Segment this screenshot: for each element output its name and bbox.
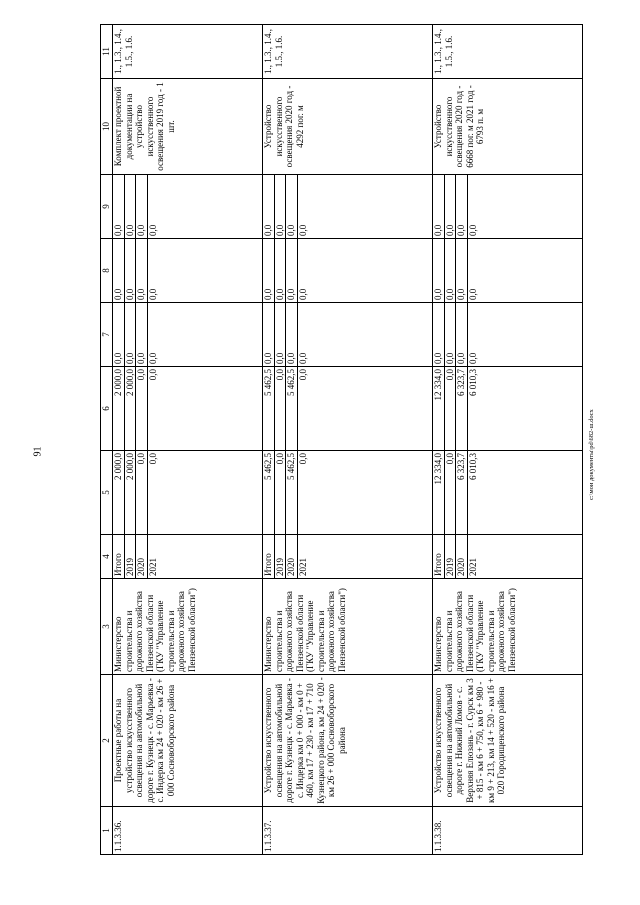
page-number: 91 (32, 446, 44, 457)
year-cell-value: 2021 (147, 558, 158, 576)
year-cell-value: 2021 (297, 558, 308, 576)
federal-budget-cell-value: 0,0 (275, 303, 287, 366)
total-funding-cell-value: 6 323,7 (456, 451, 468, 534)
header-cell: 4 (101, 535, 113, 579)
local-budget-cell-value: 0,0 (433, 239, 445, 302)
rotated-table-container (100, 25, 578, 855)
regional-budget-cell (263, 367, 433, 451)
local-budget-cell-value: 0,0 (113, 239, 125, 302)
other-sources-cell-value: 0,0 (297, 224, 308, 236)
year-cell (113, 535, 263, 579)
expected-result: Устройство искусственного освещения 2020 год - 6668 пог. м 2021 год - 6793 п. м (433, 79, 583, 175)
executor: Министерство строительства и дорожного хозяйства Пензенской области (ГКУ "Управление строительства и дорожного хозяйства Пензенской области") (263, 579, 433, 675)
other-sources-cell-value: 0,0 (136, 175, 148, 238)
total-funding-cell-value: 5 462,5 (286, 451, 298, 534)
total-funding-cell-value: 2 000,0 (113, 451, 125, 534)
federal-budget-cell-value: 0,0 (113, 303, 125, 366)
year-cell (263, 535, 433, 579)
year-cell-value: 2019 (275, 535, 287, 578)
activity-name: Устройство искусственного освещения на автомобильной дороге г. Кузнецк - с. Марьевка - с. Индерка км 0 + 000 - км 0 + 460, км 17 + 230 - км 17 + 710 Кузнецкого района, км 24 + 020 - км 26 + 000 Сосновоборского района (263, 675, 433, 807)
row-number: 1.1.3.36. (113, 807, 263, 855)
regional-budget-cell-value: 5 462,5 (263, 367, 275, 450)
year-cell-value: 2019 (125, 535, 137, 578)
total-funding-cell (263, 451, 433, 535)
regional-budget-cell-value: 0,0 (147, 369, 158, 381)
local-budget-cell-value: 0,0 (263, 239, 275, 302)
table-row (433, 25, 583, 855)
expected-result: Устройство искусственного освещения 2020 год - 4292 пог. м (263, 79, 433, 175)
federal-budget-cell-value: 0,0 (297, 352, 308, 364)
table-row (113, 25, 263, 855)
federal-budget-cell-value: 0,0 (467, 352, 478, 364)
other-sources-cell-value: 0,0 (275, 175, 287, 238)
header-cell: 2 (101, 675, 113, 807)
federal-budget-cell-value: 0,0 (456, 303, 468, 366)
year-cell-value: 2020 (456, 535, 468, 578)
local-budget-cell-value: 0,0 (136, 239, 148, 302)
header-cell: 6 (101, 367, 113, 451)
other-sources-cell-value: 0,0 (445, 175, 457, 238)
regional-budget-cell-value: 0,0 (136, 367, 148, 450)
local-budget-cell (113, 239, 263, 303)
other-sources-cell (433, 175, 583, 239)
indicator-refs: 1., 1.3., 1.4., 1.5., 1.6. (433, 25, 583, 79)
total-funding-cell (433, 451, 583, 535)
total-funding-cell-value: 0,0 (136, 451, 148, 534)
local-budget-cell-value: 0,0 (147, 288, 158, 300)
header-cell: 11 (101, 25, 113, 79)
total-funding-cell-value: 6 010,3 (467, 453, 478, 480)
other-sources-cell-value: 0,0 (286, 175, 298, 238)
row-number: 1.1.3.38. (433, 807, 583, 855)
total-funding-cell (113, 451, 263, 535)
other-sources-cell-value: 0,0 (263, 175, 275, 238)
local-budget-cell-value: 0,0 (456, 239, 468, 302)
header-row (101, 25, 113, 855)
year-cell-value: Итого (113, 535, 125, 578)
indicator-refs: 1., 1.3., 1.4., 1.5., 1.6. (263, 25, 433, 79)
year-cell-value: 2020 (136, 535, 148, 578)
local-budget-cell-value: 0,0 (125, 239, 137, 302)
local-budget-cell-value: 0,0 (286, 239, 298, 302)
row-number: 1.1.3.37. (263, 807, 433, 855)
header-cell: 10 (101, 79, 113, 175)
other-sources-cell-value: 0,0 (467, 224, 478, 236)
total-funding-cell-value: 0,0 (445, 451, 457, 534)
total-funding-cell-value: 5 462,5 (263, 451, 275, 534)
regional-budget-cell-value: 6 010,3 (467, 369, 478, 396)
table-row (263, 25, 433, 855)
federal-budget-cell (433, 303, 583, 367)
year-cell-value: 2019 (445, 535, 457, 578)
regional-budget-cell (433, 367, 583, 451)
regional-budget-cell (113, 367, 263, 451)
activity-name: Устройство искусственного освещения на автомобильной дороге г. Нижний Ломов - с. Верхняя Елюзань - г. Сурск км 3 + 815 - км 6 + 750, км 6 + 980 - км 9 + 213, км 14 + 520 - км 16 + 020 Городищенского района (433, 675, 583, 807)
header-cell: 9 (101, 175, 113, 239)
expected-result: Комплект проектной документации на устройство искусственного освещения 2019 год - 1 шт. (113, 79, 263, 175)
regional-budget-cell-value: 5 462,5 (286, 367, 298, 450)
federal-budget-cell-value: 0,0 (147, 352, 158, 364)
other-sources-cell-value: 0,0 (456, 175, 468, 238)
executor: Министерство строительства и дорожного хозяйства Пензенской области (ГКУ "Управление строительства и дорожного хозяйства Пензенской области") (113, 579, 263, 675)
regional-budget-cell-value: 2 000,0 (113, 367, 125, 450)
regional-budget-cell-value: 6 323,7 (456, 367, 468, 450)
year-cell-value: 2021 (467, 558, 478, 576)
other-sources-cell (113, 175, 263, 239)
total-funding-cell-value: 0,0 (297, 453, 308, 465)
activity-name: Проектные работы на устройство искусственного освещения на автомобильной дороге г. Кузнецк - с. Марьевка - с. Индерка км 24 + 020 - км 26 + 000 Сосновоборского района (113, 675, 263, 807)
header-cell: 7 (101, 303, 113, 367)
other-sources-cell-value: 0,0 (147, 224, 158, 236)
header-cell: 8 (101, 239, 113, 303)
year-cell (433, 535, 583, 579)
federal-budget-cell (113, 303, 263, 367)
total-funding-cell-value: 0,0 (275, 451, 287, 534)
federal-budget-cell-value: 0,0 (433, 303, 445, 366)
other-sources-cell-value: 0,0 (433, 175, 445, 238)
total-funding-cell-value: 0,0 (147, 453, 158, 465)
total-funding-cell-value: 2 000,0 (125, 451, 137, 534)
other-sources-cell-value: 0,0 (125, 175, 137, 238)
federal-budget-cell-value: 0,0 (286, 303, 298, 366)
local-budget-cell-value: 0,0 (275, 239, 287, 302)
federal-budget-cell (263, 303, 433, 367)
local-budget-cell (263, 239, 433, 303)
other-sources-cell (263, 175, 433, 239)
year-cell-value: 2020 (286, 535, 298, 578)
other-sources-cell-value: 0,0 (113, 175, 125, 238)
indicator-refs: 1., 1.3., 1.4., 1.5., 1.6. (113, 25, 263, 79)
year-cell-value: Итого (433, 535, 445, 578)
regional-budget-cell-value: 12 334,0 (433, 367, 445, 450)
regional-budget-cell-value: 0,0 (445, 367, 457, 450)
federal-budget-cell-value: 0,0 (445, 303, 457, 366)
header-cell: 5 (101, 451, 113, 535)
regional-budget-cell-value: 0,0 (275, 367, 287, 450)
header-cell: 3 (101, 579, 113, 675)
program-table (100, 24, 583, 855)
header-cell: 1 (101, 807, 113, 855)
footer-file-path: c:\мои документы\pd\682-ш.docx (588, 409, 595, 500)
regional-budget-cell-value: 0,0 (297, 369, 308, 381)
local-budget-cell (433, 239, 583, 303)
executor: Министерство строительства и дорожного хозяйства Пензенской области (ГКУ "Управление строительства и дорожного хозяйства Пензенской области") (433, 579, 583, 675)
year-cell-value: Итого (263, 535, 275, 578)
local-budget-cell-value: 0,0 (445, 239, 457, 302)
federal-budget-cell-value: 0,0 (263, 303, 275, 366)
federal-budget-cell-value: 0,0 (125, 303, 137, 366)
regional-budget-cell-value: 2 000,0 (125, 367, 137, 450)
federal-budget-cell-value: 0,0 (136, 303, 148, 366)
local-budget-cell-value: 0,0 (467, 288, 478, 300)
total-funding-cell-value: 12 334,0 (433, 451, 445, 534)
local-budget-cell-value: 0,0 (297, 288, 308, 300)
